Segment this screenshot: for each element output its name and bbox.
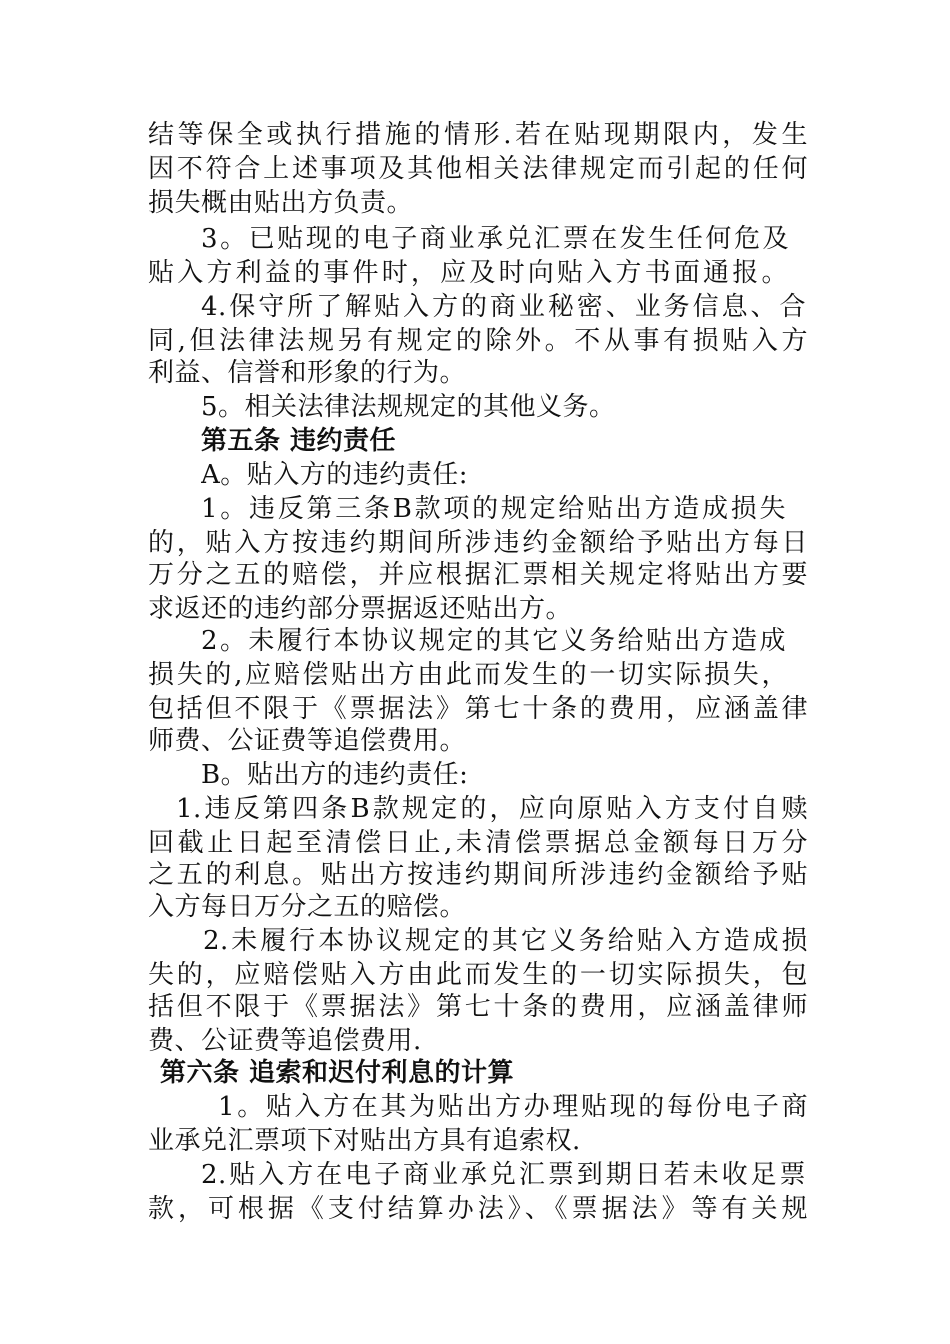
text-line: 师费、公证费等追偿费用。	[148, 726, 467, 756]
text-line: 1.违反第四条B款规定的，应向原贴入方支付自赎	[176, 794, 808, 824]
text-line: 2.贴入方在电子商业承兑汇票到期日若未收足票	[201, 1160, 806, 1190]
text-line: 回截止日起至清偿日止,未清偿票据总金额每日万分	[148, 828, 808, 858]
text-line: 损失的,应赔偿贴出方由此而发生的一切实际损失，	[148, 660, 788, 690]
text-line: 入方每日万分之五的赔偿。	[148, 892, 467, 922]
text-line: 2.未履行本协议规定的其它义务给贴入方造成损	[203, 926, 808, 956]
text-line: 4.保守所了解贴入方的商业秘密、业务信息、合	[201, 292, 806, 322]
text-line: A。贴入方的违约责任:	[201, 460, 469, 490]
text-line: 求返还的违约部分票据返还贴出方。	[148, 594, 573, 624]
text-line: 因不符合上述事项及其他相关法律规定而引起的任何	[148, 154, 808, 184]
text-line: 1。贴入方在其为贴出方办理贴现的每份电子商	[218, 1092, 808, 1122]
text-line: 失的，应赔偿贴入方由此而发生的一切实际损失，包	[148, 960, 808, 990]
text-line: 业承兑汇票项下对贴出方具有追索权.	[148, 1126, 581, 1156]
text-line: 的，贴入方按违约期间所涉违约金额给予贴出方每日	[148, 528, 808, 558]
section-heading: 第六条 追索和迟付利息的计算	[160, 1058, 515, 1088]
text-line: 5。相关法律法规规定的其他义务。	[201, 392, 616, 422]
text-line: 万分之五的赔偿，并应根据汇票相关规定将贴出方要	[148, 560, 808, 590]
text-line: 3。已贴现的电子商业承兑汇票在发生任何危及	[201, 224, 789, 254]
text-line: 费、公证费等追偿费用.	[148, 1026, 422, 1056]
text-line: 结等保全或执行措施的情形.若在贴现期限内，发生	[148, 120, 808, 150]
text-line: 同,但法律法规另有规定的除外。不从事有损贴入方	[148, 326, 808, 356]
text-line: B。贴出方的违约责任:	[201, 760, 469, 790]
text-line: 括但不限于《票据法》第七十条的费用，应涵盖律师	[148, 992, 808, 1022]
text-line: 之五的利息。贴出方按违约期间所涉违约金额给予贴	[148, 860, 808, 890]
text-line: 利益、信誉和形象的行为。	[148, 358, 467, 388]
text-line: 款，可根据《支付结算办法》、《票据法》等有关规	[148, 1194, 808, 1224]
text-line: 1。违反第三条B款项的规定给贴出方造成损失	[201, 494, 786, 524]
text-line: 贴入方利益的事件时，应及时向贴入方书面通报。	[148, 258, 788, 288]
text-line: 损失概由贴出方负责。	[148, 188, 414, 218]
text-line: 包括但不限于《票据法》第七十条的费用，应涵盖律	[148, 694, 808, 724]
section-heading: 第五条 违约责任	[201, 426, 397, 456]
text-line: 2。未履行本协议规定的其它义务给贴出方造成	[201, 626, 786, 656]
